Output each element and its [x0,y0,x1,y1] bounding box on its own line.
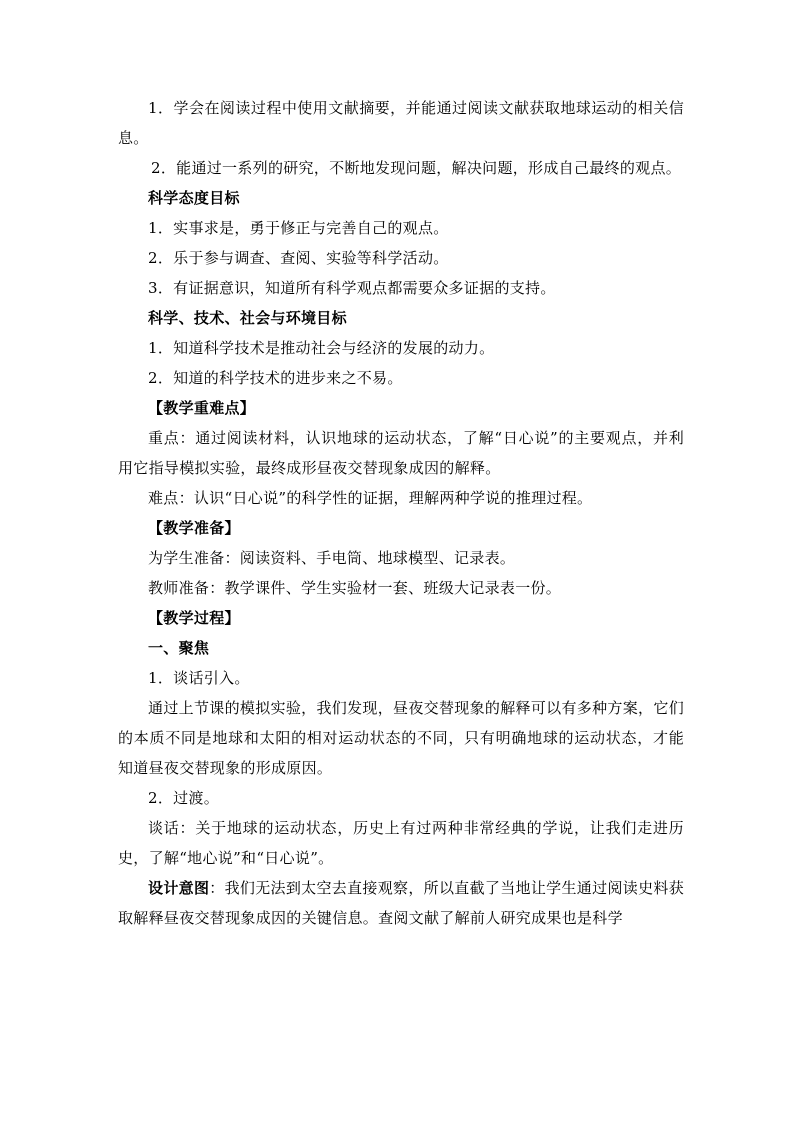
paragraph-transition: 2．过渡。 [148,789,220,807]
paragraph-key-point: 重点：通过阅读材料，认识地球的运动状态，了解“日心说”的主要观点，并利用它指导模拟实验，最终成形昼夜交替现象成因的解释。 [118,429,684,477]
heading-preparation: 【教学准备】 [148,519,240,537]
design-intent-text: ：我们无法到太空去直接观察，所以直截了当地让学生通过阅读史料获取解释昼夜交替现象成因的关键信息。查阅文献了解前人研究成果也是科学 [118,879,684,927]
paragraph-difficulty: 难点：认识“日心说”的科学性的证据，理解两种学说的推理过程。 [148,489,593,507]
heading-process: 【教学过程】 [148,609,240,627]
design-intent-label: 设计意图 [148,879,210,897]
paragraph-teacher-prep: 教师准备：教学课件、学生实验材一套、班级大记录表一份。 [148,579,562,597]
paragraph-student-prep: 为学生准备：阅读资料、手电筒、地球模型、记录表。 [148,549,516,567]
paragraph-transition-body: 谈话：关于地球的运动状态，历史上有过两种非常经典的学说，让我们走进历史，了解“地心说”和“日心说”。 [118,819,684,867]
paragraph-design-intent [118,873,684,933]
paragraph-intro-body: 通过上节课的模拟实验，我们发现，昼夜交替现象的解释可以有多种方案，它们的本质不同是地球和太阳的相对运动状态的不同，只有明确地球的运动状态，才能知道昼夜交替现象的形成原因。 [118,699,684,777]
paragraph-goal-1: 1．学会在阅读过程中使用文献摘要，并能通过阅读文献获取地球运动的相关信息。 [118,99,684,147]
heading-stse: 科学、技术、社会与环境目标 [148,309,347,327]
paragraph-attitude-2: 2．乐于参与调查、查阅、实验等科学活动。 [148,249,449,267]
paragraph-stse-2: 2．知道的科学技术的进步来之不易。 [148,369,403,387]
paragraph-attitude-1: 1．实事求是，勇于修正与完善自己的观点。 [148,219,449,237]
paragraph-stse-1: 1．知道科学技术是推动社会与经济的发展的动力。 [148,339,495,357]
heading-key-points: 【教学重难点】 [148,399,256,417]
paragraph-intro: 1．谈话引入。 [148,669,250,687]
heading-focus: 一、聚焦 [148,639,210,657]
document-page [118,93,684,933]
heading-science-attitude: 科学态度目标 [148,189,240,207]
paragraph-attitude-3: 3．有证据意识，知道所有科学观点都需要众多证据的支持。 [148,279,556,297]
paragraph-goal-2: 2．能通过一系列的研究，不断地发现问题，解决问题，形成自己最终的观点。 [151,159,682,177]
